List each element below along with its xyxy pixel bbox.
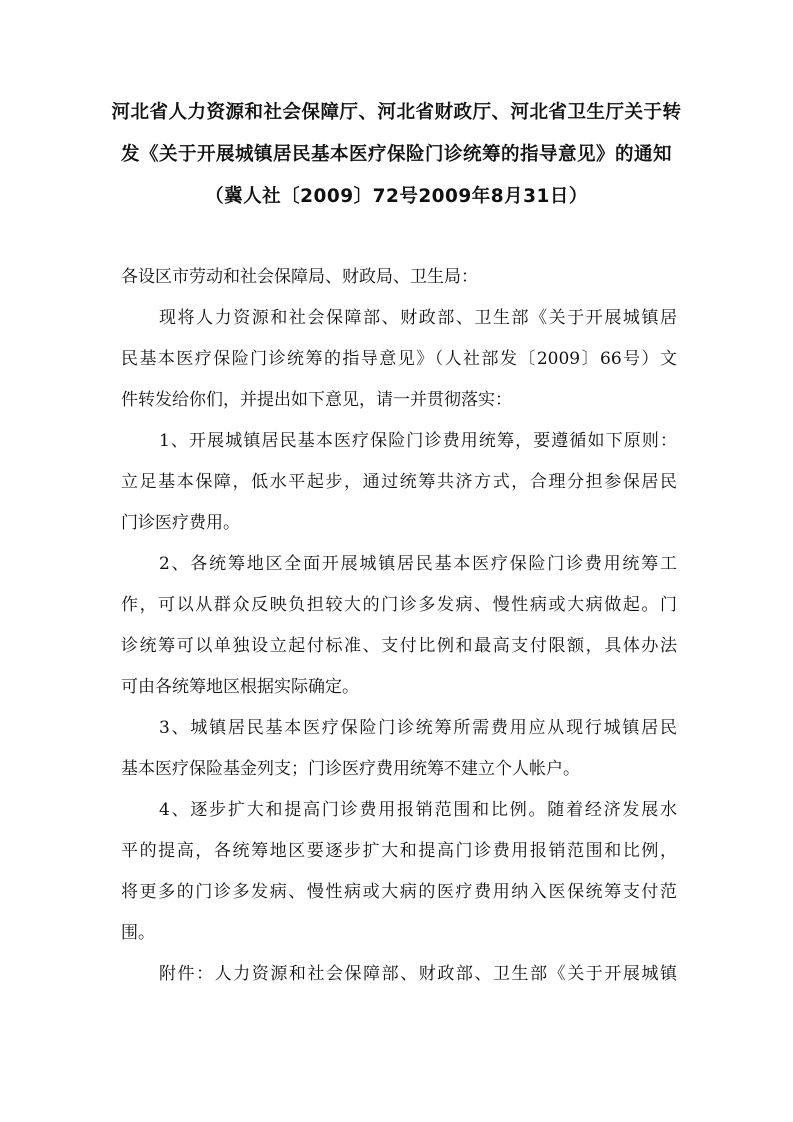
paragraph-line: 门诊医疗费用。 [121, 513, 240, 533]
paragraph-line: 诊统筹可以单独设立起付标准、支付比例和最高支付限额，具体办法 [121, 636, 677, 656]
paragraph-line: 立足基本保障，低水平起步，通过统筹共济方式，合理分担参保居民 [121, 472, 677, 492]
item-4-paragraph [121, 790, 677, 954]
intro-paragraph [121, 298, 677, 421]
title-line-1: 河北省人力资源和社会保障厅、河北省财政厅、河北省卫生厅关于转 [111, 102, 682, 123]
paragraph-line: 件转发给你们，并提出如下意见，请一并贯彻落实： [121, 390, 512, 410]
paragraph-line: 民基本医疗保险门诊统筹的指导意见》（人社部发〔2009〕66号）文 [121, 349, 677, 369]
attachment-paragraph [121, 954, 677, 995]
paragraph-line: 3、城镇居民基本医疗保险门诊统筹所需费用应从现行城镇居民 [159, 718, 677, 738]
item-1-paragraph [121, 421, 677, 544]
item-2-paragraph [121, 544, 677, 708]
item-3-paragraph [121, 708, 677, 790]
title-line-2: 发《关于开展城镇居民基本医疗保险门诊统筹的指导意见》的通知 [120, 144, 672, 165]
attachment-line: 附件：人力资源和社会保障部、财政部、卫生部《关于开展城镇 [159, 964, 677, 984]
paragraph-line: 1、开展城镇居民基本医疗保险门诊费用统筹，要遵循如下原则： [159, 431, 677, 451]
paragraph-line: 4、逐步扩大和提高门诊费用报销范围和比例。随着经济发展水 [159, 800, 677, 820]
paragraph-line: 现将人力资源和社会保障部、财政部、卫生部《关于开展城镇居 [159, 308, 677, 328]
salutation: 各设区市劳动和社会保障局、财政局、卫生局： [121, 267, 478, 287]
document-body [121, 257, 677, 995]
paragraph-line: 平的提高，各统筹地区要逐步扩大和提高门诊费用报销范围和比例， [121, 841, 677, 861]
paragraph-line: 2、各统筹地区全面开展城镇居民基本医疗保险门诊费用统筹工 [159, 554, 677, 574]
paragraph-line: 作，可以从群众反映负担较大的门诊多发病、慢性病或大病做起。门 [121, 595, 677, 615]
document-title [100, 92, 693, 218]
paragraph-line: 围。 [121, 923, 155, 943]
paragraph-line: 可由各统筹地区根据实际确定。 [121, 677, 359, 697]
paragraph-line: 将更多的门诊多发病、慢性病或大病的医疗费用纳入医保统筹支付范 [121, 882, 677, 902]
paragraph-line: 基本医疗保险基金列支；门诊医疗费用统筹不建立个人帐户。 [121, 759, 580, 779]
title-line-3: （冀人社〔2009〕72号2009年8月31日） [205, 186, 588, 207]
